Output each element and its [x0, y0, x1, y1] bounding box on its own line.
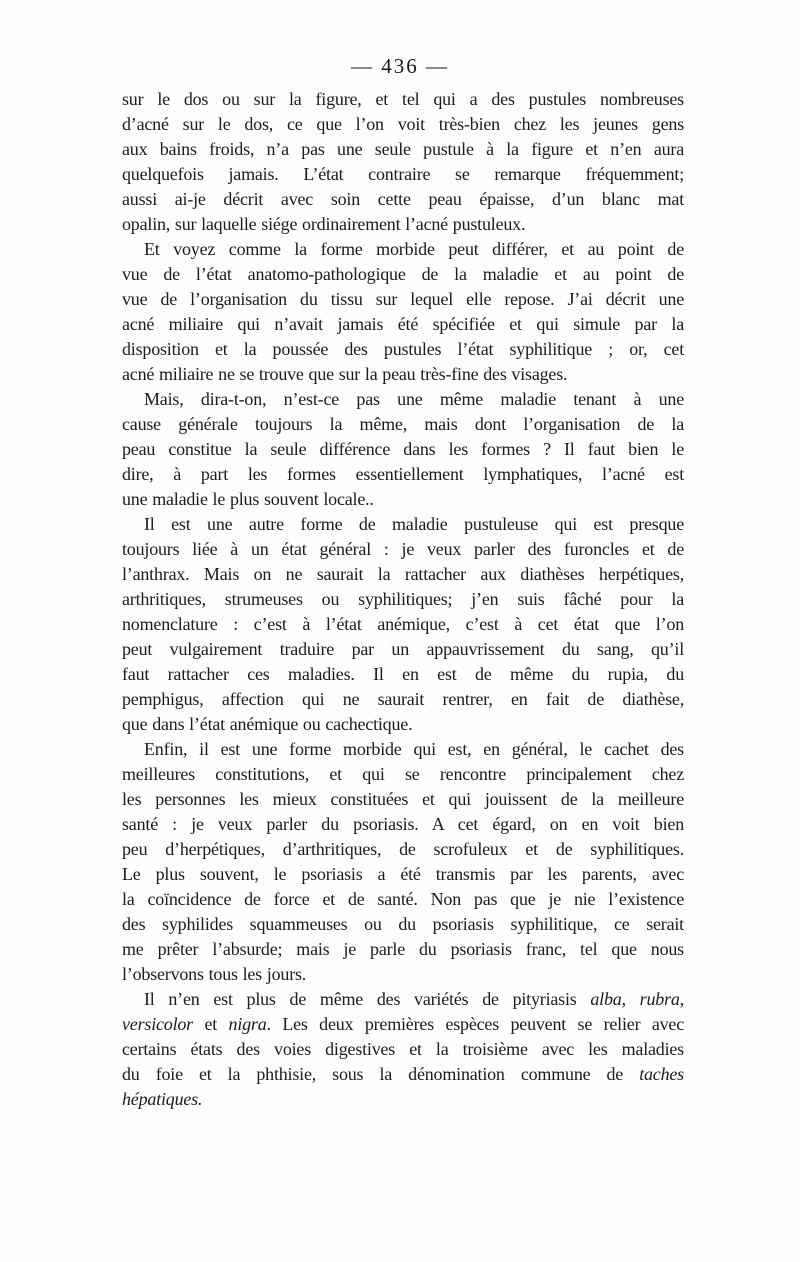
- text-run: peau constitue la seule différence dans les formes ? Il faut bien le: [122, 439, 684, 459]
- text-line: [122, 787, 684, 812]
- text-line: [122, 762, 684, 787]
- text-line: [122, 962, 684, 987]
- text-run: du foie et la phthisie, sous la dénomination commune de: [122, 1064, 640, 1084]
- text-line: [122, 637, 684, 662]
- text-run: toujours liée à un état général : je veux parler des furoncles et de: [122, 539, 684, 559]
- text-line: [122, 487, 684, 512]
- paragraph: [122, 512, 684, 737]
- text-run: Enfin, il est une forme morbide qui est, en général, le cachet des: [144, 739, 684, 759]
- text-line: [122, 837, 684, 862]
- text-line: [122, 212, 684, 237]
- text-line: [122, 237, 684, 262]
- text-line: [122, 862, 684, 887]
- text-run: des syphilides squammeuses ou du psoriasis syphilitique, ce serait: [122, 914, 684, 934]
- paragraph: [122, 737, 684, 987]
- text-line: [122, 937, 684, 962]
- text-line: [122, 337, 684, 362]
- text-run: sur le dos ou sur la figure, et tel qui a des pustules nombreuses: [122, 89, 684, 109]
- text-line: [122, 387, 684, 412]
- text-run: peut vulgairement traduire par un appauvrissement du sang, qu’il: [122, 639, 684, 659]
- text-run: nomenclature : c’est à l’état anémique, c’est à cet état que l’on: [122, 614, 684, 634]
- text-run: meilleures constitutions, et qui se rencontre principalement chez: [122, 764, 684, 784]
- text-line: [122, 1012, 684, 1037]
- text-run: la coïncidence de force et de santé. Non pas que je nie l’existence: [122, 889, 684, 909]
- text-run: d’acné sur le dos, ce que l’on voit très-bien chez les jeunes gens: [122, 114, 684, 134]
- paragraph: [122, 87, 684, 237]
- text-run: que dans l’état anémique ou cachectique.: [122, 714, 413, 734]
- text-run: faut rattacher ces maladies. Il en est de même du rupia, du: [122, 664, 684, 684]
- text-run: une maladie le plus souvent locale..: [122, 489, 374, 509]
- text-run: . Les deux premières espèces peuvent se relier avec: [266, 1014, 684, 1034]
- page-number: — 436 —: [351, 54, 449, 78]
- text-run: dire, à part les formes essentiellement lymphatiques, l’acné est: [122, 464, 684, 484]
- italic-text-run: nigra: [228, 1014, 267, 1034]
- text-run: aussi ai-je décrit avec soin cette peau épaisse, d’un blanc mat: [122, 189, 684, 209]
- text-run: aux bains froids, n’a pas une seule pustule à la figure et n’en aura: [122, 139, 684, 159]
- text-line: [122, 987, 684, 1012]
- text-line: [122, 587, 684, 612]
- text-line: [122, 887, 684, 912]
- text-run: pemphigus, affection qui ne saurait rentrer, en fait de diathèse,: [122, 689, 684, 709]
- italic-text-run: rubra: [639, 989, 680, 1009]
- text-line: [122, 1037, 684, 1062]
- text-line: [122, 187, 684, 212]
- text-line: [122, 312, 684, 337]
- text-line: [122, 262, 684, 287]
- paragraph: [122, 387, 684, 512]
- text-run: me prêter l’absurde; mais je parle du psoriasis franc, tel que nous: [122, 939, 684, 959]
- italic-text-run: alba: [590, 989, 622, 1009]
- text-run: Il n’en est plus de même des variétés de pityriasis: [144, 989, 591, 1009]
- text-run: vue de l’organisation du tissu sur lequel elle repose. J’ai décrit une: [122, 289, 684, 309]
- paragraph: [122, 987, 684, 1112]
- text-run: l’observons tous les jours.: [122, 964, 307, 984]
- text-line: [122, 812, 684, 837]
- text-run: Le plus souvent, le psoriasis a été transmis par les parents, avec: [122, 864, 684, 884]
- text-run: quelquefois jamais. L’état contraire se remarque fréquemment;: [122, 164, 684, 184]
- text-line: [122, 162, 684, 187]
- italic-text-run: hépatiques.: [122, 1089, 203, 1109]
- text-line: [122, 687, 684, 712]
- text-run: vue de l’état anatomo-pathologique de la maladie et au point de: [122, 264, 684, 284]
- text-line: [122, 137, 684, 162]
- text-run: les personnes les mieux constituées et qui jouissent de la meilleure: [122, 789, 684, 809]
- text-line: [122, 287, 684, 312]
- text-run: peu d’herpétiques, d’arthritiques, de scrofuleux et de syphilitiques.: [122, 839, 684, 859]
- text-line: [122, 462, 684, 487]
- text-line: [122, 662, 684, 687]
- text-run: opalin, sur laquelle siége ordinairement l’acné pustuleux.: [122, 214, 526, 234]
- text-line: [122, 612, 684, 637]
- page-text: [122, 87, 684, 1112]
- text-run: et: [193, 1014, 229, 1034]
- text-line: [122, 712, 684, 737]
- text-line: [122, 512, 684, 537]
- text-run: Mais, dira-t-on, n’est-ce pas une même maladie tenant à une: [144, 389, 684, 409]
- paragraph: [122, 237, 684, 387]
- text-line: [122, 437, 684, 462]
- text-run: cause générale toujours la même, mais dont l’organisation de la: [122, 414, 684, 434]
- text-run: acné miliaire qui n’avait jamais été spécifiée et qui simule par la: [122, 314, 684, 334]
- text-line: [122, 87, 684, 112]
- text-run: ,: [679, 989, 684, 1009]
- text-line: [122, 1087, 684, 1112]
- text-line: [122, 1062, 684, 1087]
- text-line: [122, 362, 684, 387]
- text-line: [122, 562, 684, 587]
- italic-text-run: versicolor: [122, 1014, 193, 1034]
- text-line: [122, 537, 684, 562]
- text-run: ,: [621, 989, 640, 1009]
- text-run: santé : je veux parler du psoriasis. A cet égard, on en voit bien: [122, 814, 684, 834]
- text-run: arthritiques, strumeuses ou syphilitiques; j’en suis fâché pour la: [122, 589, 684, 609]
- italic-text-run: taches: [639, 1064, 684, 1084]
- text-run: acné miliaire ne se trouve que sur la peau très-fine des visages.: [122, 364, 568, 384]
- text-line: [122, 412, 684, 437]
- text-line: [122, 737, 684, 762]
- text-line: [122, 112, 684, 137]
- text-line: [122, 912, 684, 937]
- text-run: certains états des voies digestives et la troisième avec les maladies: [122, 1039, 684, 1059]
- text-run: Et voyez comme la forme morbide peut différer, et au point de: [144, 239, 684, 259]
- text-run: Il est une autre forme de maladie pustuleuse qui est presque: [144, 514, 684, 534]
- text-run: l’anthrax. Mais on ne saurait la rattacher aux diathèses herpétiques,: [122, 564, 684, 584]
- text-run: disposition et la poussée des pustules l’état syphilitique ; or, cet: [122, 339, 684, 359]
